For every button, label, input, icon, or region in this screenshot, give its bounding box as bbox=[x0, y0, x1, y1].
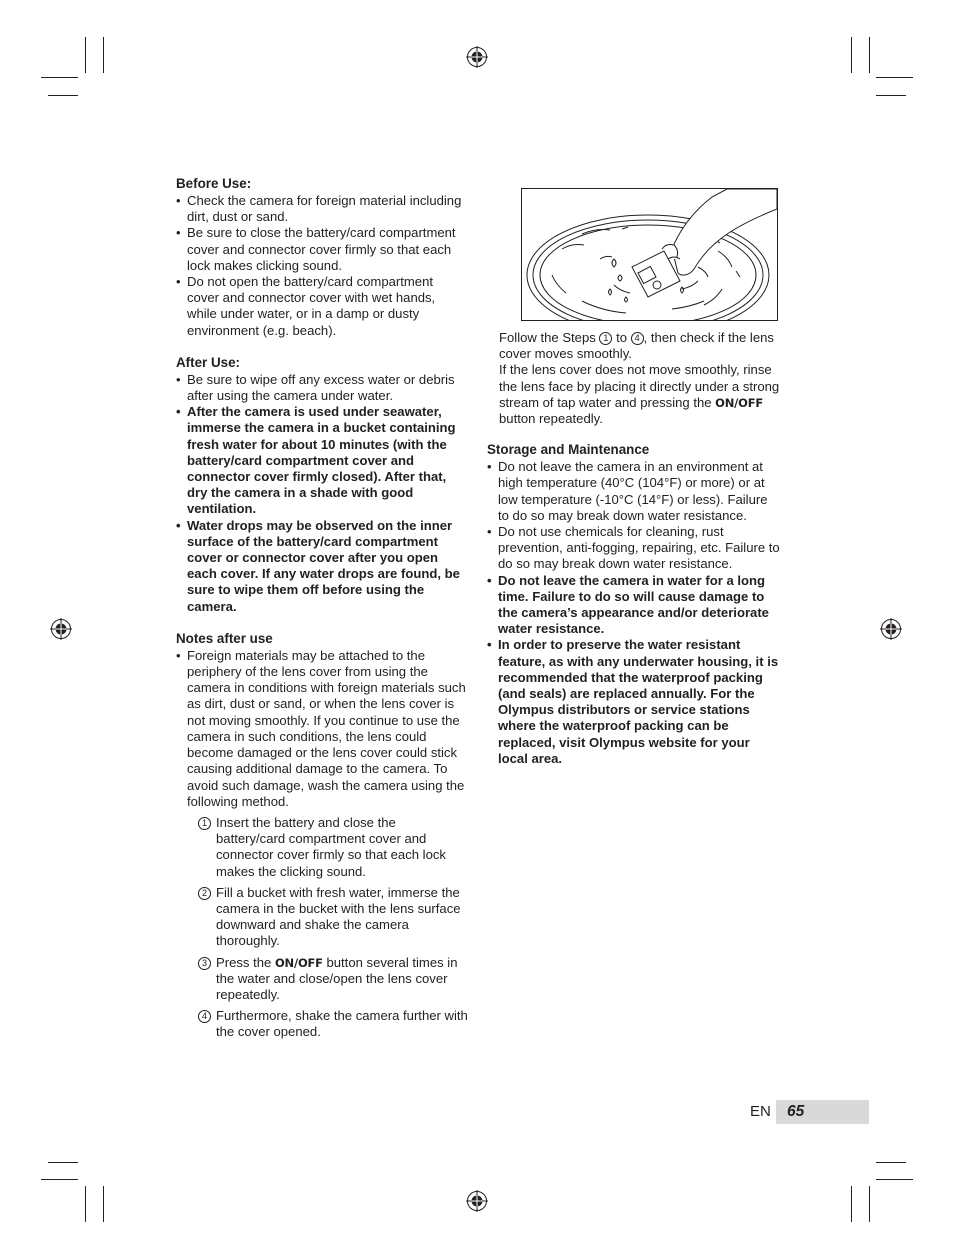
list-item: • Do not open the battery/card compartment cover and connector cover with wet hands, while under water, or in a damp or dusty environment (e.g. beach). bbox=[176, 274, 468, 339]
note-text: , then check if the lens cover moves smoothly. bbox=[499, 330, 774, 362]
list-item: • Do not use chemicals for cleaning, rust prevention, anti-fogging, repairing, etc. Failure to do so may break down water resistance. bbox=[487, 524, 781, 573]
list-item: • Water drops may be observed on the inner surface of the battery/card compartment cover or connector cover after you open each cover. If any water drops are found, be sure to wipe them off before using the camera. bbox=[176, 518, 468, 615]
washing-steps bbox=[176, 815, 468, 1041]
crop-mark bbox=[48, 1162, 78, 1163]
registration-mark-icon bbox=[466, 1190, 488, 1212]
crop-mark bbox=[876, 1162, 906, 1163]
note-text: Follow the Steps bbox=[499, 330, 600, 345]
registration-mark-icon bbox=[466, 46, 488, 68]
crop-mark bbox=[41, 77, 78, 78]
notes-after-use-heading: Notes after use bbox=[176, 630, 273, 646]
step-item bbox=[198, 815, 468, 880]
list-item: • Do not leave the camera in an environment at high temperature (40°C (104°F) or more) or at low temperature (-10°C (14°F) or less). Failure to do so may break down water resistance. bbox=[487, 459, 781, 524]
note-text: If the lens cover does not move smoothly, rinse the lens face by placing it directly under a strong stream of tap water and pressing the bbox=[499, 362, 780, 410]
step-number: 1 bbox=[599, 332, 612, 345]
list-item: • After the camera is used under seawater, immerse the camera in a bucket containing fresh water for about 10 minutes (with the battery/card compartment cover and connector cover firmly closed). After that, dry the camera in a shade with good ventilation. bbox=[176, 404, 468, 517]
step-text-pre: Press the bbox=[216, 954, 275, 970]
step-number: 2 bbox=[198, 887, 211, 900]
crop-mark bbox=[85, 37, 86, 73]
step-item bbox=[198, 1008, 468, 1040]
step-number: 3 bbox=[198, 957, 211, 970]
after-use-list bbox=[176, 372, 468, 615]
step-number: 4 bbox=[198, 1010, 211, 1023]
list-item: • Be sure to close the battery/card compartment cover and connector cover firmly so that each lock makes clicking sound. bbox=[176, 225, 468, 274]
before-use-heading: Before Use: bbox=[176, 176, 252, 191]
list-item: • Do not leave the camera in water for a long time. Failure to do so will cause damage to the camera’s appearance and/or deteriorate water resistance. bbox=[487, 573, 781, 638]
note-text: button repeatedly. bbox=[499, 411, 603, 427]
step-item bbox=[198, 955, 468, 1004]
on-off-button-name: ON/OFF bbox=[274, 955, 323, 970]
step-item bbox=[198, 885, 468, 950]
storage-heading: Storage and Maintenance bbox=[487, 442, 650, 458]
crop-mark bbox=[85, 1186, 86, 1222]
bucket-hand-camera-illustration bbox=[522, 189, 777, 320]
on-off-button-name: ON/OFF bbox=[715, 395, 764, 410]
follow-steps-note bbox=[487, 330, 781, 427]
crop-mark bbox=[103, 1186, 104, 1222]
step-number: 1 bbox=[198, 817, 211, 830]
registration-mark-icon bbox=[50, 618, 72, 640]
crop-mark bbox=[869, 37, 870, 73]
right-column bbox=[487, 330, 781, 767]
crop-mark bbox=[851, 37, 852, 73]
notes-list bbox=[176, 648, 468, 810]
crop-mark bbox=[103, 37, 104, 73]
before-use-list bbox=[176, 193, 468, 339]
list-item: • In order to preserve the water resistant feature, as with any underwater housing, it is recommended that the waterproof packing (and seals) are replaced annually. For the Olympus distributors or service stations where the waterproof packing can be replaced, visit Olympus website for your local area. bbox=[487, 637, 781, 767]
crop-mark bbox=[876, 95, 906, 96]
step-text-post: button several times in the water and close/open the lens cover repeatedly. bbox=[216, 954, 458, 1002]
crop-mark bbox=[48, 95, 78, 96]
crop-mark bbox=[876, 1179, 913, 1180]
crop-mark bbox=[41, 1179, 78, 1180]
list-item: • Check the camera for foreign material including dirt, dust or sand. bbox=[176, 193, 468, 225]
registration-mark-icon bbox=[880, 618, 902, 640]
list-item: • Be sure to wipe off any excess water or debris after using the camera under water. bbox=[176, 372, 468, 404]
after-use-heading: After Use: bbox=[176, 354, 240, 370]
step-number: 4 bbox=[631, 332, 644, 345]
crop-mark bbox=[851, 1186, 852, 1222]
note-text: to bbox=[612, 330, 631, 345]
crop-mark bbox=[876, 77, 913, 78]
step-text: Insert the battery and close the battery/card compartment cover and connector cover firmly so that each lock makes the clicking sound. bbox=[216, 814, 446, 879]
washing-illustration bbox=[521, 188, 778, 321]
step-text: Furthermore, shake the camera further with the cover opened. bbox=[216, 1008, 468, 1040]
page-number: 65 bbox=[787, 1103, 805, 1120]
left-column bbox=[176, 175, 468, 1046]
step-text: Fill a bucket with fresh water, immerse the camera in the bucket with the lens surface downward and shake the camera thoroughly. bbox=[216, 884, 461, 949]
list-item: • Foreign materials may be attached to the periphery of the lens cover from using the camera in conditions with foreign materials such as dirt, dust or sand, or when the lens cover is not moving smoothly. If you continue to use the camera in such conditions, the lens could become damaged or the lens cover could stick causing additional damage to the camera. To avoid such damage, wash the camera using the following method. bbox=[176, 648, 468, 810]
language-label: EN bbox=[750, 1103, 771, 1120]
crop-mark bbox=[869, 1186, 870, 1222]
storage-list bbox=[487, 459, 781, 767]
